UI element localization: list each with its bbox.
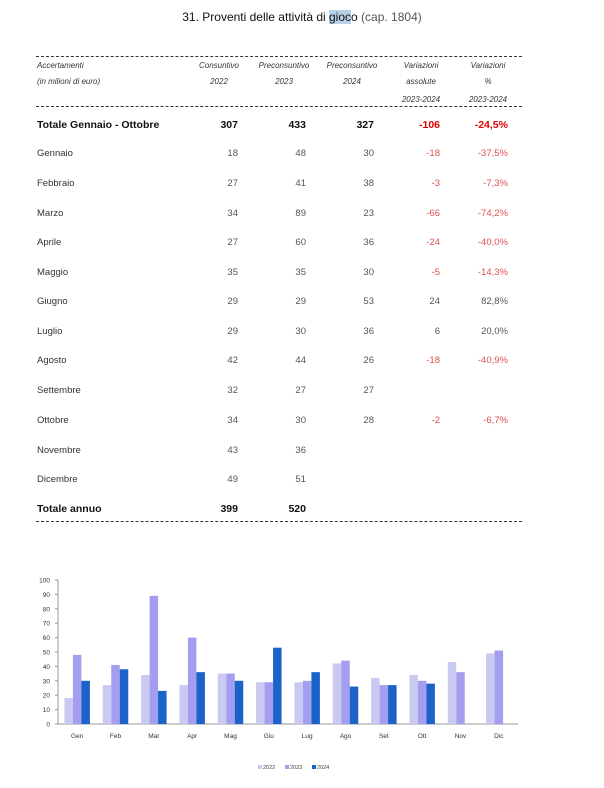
bar-2022 <box>103 685 112 724</box>
row-2023: 89 <box>295 208 306 219</box>
table-top-rule <box>36 56 522 57</box>
bar-2023 <box>418 681 427 724</box>
row-2022: 43 <box>227 445 238 456</box>
row-pct: -40,9% <box>477 355 508 366</box>
row-2023: 30 <box>295 326 306 337</box>
row-label: Settembre <box>37 385 81 396</box>
x-tick-label: Giu <box>263 733 274 740</box>
row-2022: 29 <box>227 326 238 337</box>
y-tick-label: 40 <box>42 663 50 671</box>
row-pct: -40,0% <box>477 237 508 248</box>
header-col1-line2: 2022 <box>210 77 228 86</box>
x-tick-label: Apr <box>187 733 198 740</box>
row-label: Novembre <box>37 445 81 456</box>
row-2023: 60 <box>295 237 306 248</box>
total-annual-label: Totale annuo <box>37 503 102 515</box>
row-abs: 24 <box>429 296 440 307</box>
bar-2023 <box>265 682 274 724</box>
table-row <box>0 355 604 369</box>
bar-2022 <box>218 674 227 724</box>
header-col4-line2: assolute <box>406 77 436 86</box>
total-oct-2022: 307 <box>220 119 238 131</box>
table-row <box>0 326 604 340</box>
bar-2024 <box>388 685 397 724</box>
row-label: Marzo <box>37 208 64 219</box>
total-oct-row <box>0 119 604 133</box>
bar-2024 <box>273 648 282 724</box>
row-2023: 41 <box>295 178 306 189</box>
bar-2022 <box>448 662 457 724</box>
row-2024: 36 <box>363 237 374 248</box>
header-col2-line1: Preconsuntivo <box>258 61 310 70</box>
legend-swatch-2024 <box>312 765 316 769</box>
title-prefix: 31. Proventi delle attività di <box>182 10 329 24</box>
bar-2023 <box>111 665 120 724</box>
y-tick-label: 80 <box>42 606 50 614</box>
bar-2024 <box>350 687 359 724</box>
row-label: Febbraio <box>37 178 75 189</box>
header-label-2: (in milioni di euro) <box>37 77 101 86</box>
x-tick-label: Mar <box>148 733 160 740</box>
row-2024: 28 <box>363 415 374 426</box>
bar-2023 <box>456 672 465 724</box>
row-2024: 36 <box>363 326 374 337</box>
x-tick-label: Set <box>378 733 389 740</box>
y-tick-label: 30 <box>42 678 50 686</box>
row-pct: -6,7% <box>483 415 508 426</box>
table-row <box>0 208 604 222</box>
table-bottom-rule <box>36 521 522 522</box>
bar-2024 <box>158 691 167 724</box>
y-tick-label: 0 <box>46 721 50 729</box>
header-col5-line3: 2023-2024 <box>468 95 508 104</box>
legend-swatch-2022 <box>258 765 262 769</box>
row-abs: -66 <box>426 208 440 219</box>
bar-2022 <box>409 675 418 724</box>
row-abs: -18 <box>426 355 440 366</box>
bar-2023 <box>380 685 389 724</box>
row-2023: 48 <box>295 148 306 159</box>
row-2023: 35 <box>295 267 306 278</box>
row-abs: -18 <box>426 148 440 159</box>
bar-2024 <box>120 669 129 724</box>
row-2023: 51 <box>295 474 306 485</box>
bar-2022 <box>256 682 265 724</box>
row-label: Ottobre <box>37 415 69 426</box>
total-oct-label: Totale Gennaio - Ottobre <box>37 119 160 131</box>
title-cap: (cap. 1804) <box>357 10 422 24</box>
table-row <box>0 415 604 429</box>
row-2024: 38 <box>363 178 374 189</box>
x-tick-label: Mag <box>224 733 237 740</box>
x-tick-label: Feb <box>109 733 122 740</box>
y-tick-label: 50 <box>42 649 50 657</box>
table-row <box>0 385 604 399</box>
header-col4-line3: 2023-2024 <box>401 95 441 104</box>
x-tick-label: Ago <box>339 733 352 740</box>
bar-2022 <box>179 685 188 724</box>
header-col5-line2: % <box>484 77 492 86</box>
page-title <box>0 10 604 24</box>
y-tick-label: 60 <box>42 635 50 643</box>
table-row <box>0 148 604 162</box>
bar-2022 <box>64 698 73 724</box>
row-abs: -3 <box>431 178 440 189</box>
total-annual-2023: 520 <box>288 503 306 515</box>
row-2023: 27 <box>295 385 306 396</box>
bar-2023 <box>495 651 504 724</box>
bar-2022 <box>371 678 380 724</box>
bar-2022 <box>486 653 495 724</box>
row-label: Aprile <box>37 237 62 248</box>
y-tick-label: 100 <box>39 577 50 585</box>
bar-2024 <box>311 672 320 724</box>
bar-2023 <box>150 596 159 724</box>
table-row <box>0 474 604 488</box>
y-tick-label: 70 <box>42 620 50 628</box>
total-annual-row <box>0 503 604 517</box>
bar-2023 <box>188 638 197 724</box>
row-2024: 27 <box>363 385 374 396</box>
bar-2023 <box>226 674 235 724</box>
bar-2022 <box>333 664 342 724</box>
total-oct-pct: -24,5% <box>474 119 508 131</box>
y-tick-label: 20 <box>42 692 50 700</box>
row-abs: -2 <box>431 415 440 426</box>
row-2023: 44 <box>295 355 306 366</box>
header-col3-line2: 2024 <box>343 77 361 86</box>
row-pct: -74,2% <box>477 208 508 219</box>
row-2023: 30 <box>295 415 306 426</box>
legend-label-2023: 2023 <box>290 765 303 771</box>
row-pct: -7,3% <box>483 178 508 189</box>
bar-2023 <box>303 681 312 724</box>
row-abs: -5 <box>431 267 440 278</box>
row-abs: -24 <box>426 237 440 248</box>
row-pct: -14,3% <box>477 267 508 278</box>
row-2022: 49 <box>227 474 238 485</box>
row-2024: 26 <box>363 355 374 366</box>
header-col5-line1: Variazioni <box>470 61 506 70</box>
row-label: Luglio <box>37 326 63 337</box>
row-pct: 20,0% <box>481 326 508 337</box>
row-label: Maggio <box>37 267 69 278</box>
row-2024: 30 <box>363 148 374 159</box>
row-label: Dicembre <box>37 474 78 485</box>
row-2022: 34 <box>227 415 238 426</box>
header-label-1: Accertamenti <box>37 61 84 70</box>
table-row <box>0 237 604 251</box>
row-2022: 29 <box>227 296 238 307</box>
x-tick-label: Dic <box>494 733 504 740</box>
bar-2022 <box>294 682 303 724</box>
total-oct-2024: 327 <box>356 119 374 131</box>
row-2022: 35 <box>227 267 238 278</box>
row-2022: 42 <box>227 355 238 366</box>
row-pct: 82,8% <box>481 296 508 307</box>
table-row <box>0 267 604 281</box>
y-tick-label: 90 <box>42 591 50 599</box>
row-2022: 27 <box>227 178 238 189</box>
row-label: Gennaio <box>37 148 73 159</box>
row-2024: 53 <box>363 296 374 307</box>
x-tick-label: Nov <box>454 733 467 740</box>
legend-label-2024: 2024 <box>317 765 330 771</box>
title-highlight: gioc <box>329 10 352 24</box>
header-col1-line1: Consuntivo <box>198 61 240 70</box>
bar-2024 <box>81 681 90 724</box>
total-oct-abs: -106 <box>418 119 440 131</box>
row-2024: 30 <box>363 267 374 278</box>
title-suffix: o <box>351 10 358 24</box>
row-2022: 34 <box>227 208 238 219</box>
table-row <box>0 178 604 192</box>
legend-label-2022: 2022 <box>263 765 276 771</box>
bar-2023 <box>341 661 350 724</box>
row-2022: 32 <box>227 385 238 396</box>
bar-2023 <box>73 655 82 724</box>
row-2023: 36 <box>295 445 306 456</box>
y-tick-label: 10 <box>42 707 50 715</box>
table-row <box>0 445 604 459</box>
header-col4-line1: Variazioni <box>403 61 439 70</box>
row-label: Agosto <box>37 355 67 366</box>
x-tick-label: Gen <box>71 733 84 740</box>
bar-2022 <box>141 675 150 724</box>
row-2022: 18 <box>227 148 238 159</box>
row-label: Giugno <box>37 296 68 307</box>
bar-2024 <box>426 684 435 724</box>
legend-swatch-2023 <box>285 765 289 769</box>
bar-2024 <box>196 672 205 724</box>
x-tick-label: Lug <box>301 733 313 740</box>
x-tick-label: Ott <box>417 733 427 740</box>
table-row <box>0 296 604 310</box>
bar-chart <box>0 560 604 788</box>
row-pct: -37,5% <box>477 148 508 159</box>
row-2024: 23 <box>363 208 374 219</box>
row-2023: 29 <box>295 296 306 307</box>
header-col3-line1: Preconsuntivo <box>326 61 378 70</box>
total-annual-2022: 399 <box>220 503 238 515</box>
header-col2-line2: 2023 <box>275 77 293 86</box>
total-oct-2023: 433 <box>288 119 306 131</box>
row-abs: 6 <box>434 326 440 337</box>
row-2022: 27 <box>227 237 238 248</box>
bar-2024 <box>235 681 244 724</box>
header-bottom-rule <box>36 106 522 107</box>
